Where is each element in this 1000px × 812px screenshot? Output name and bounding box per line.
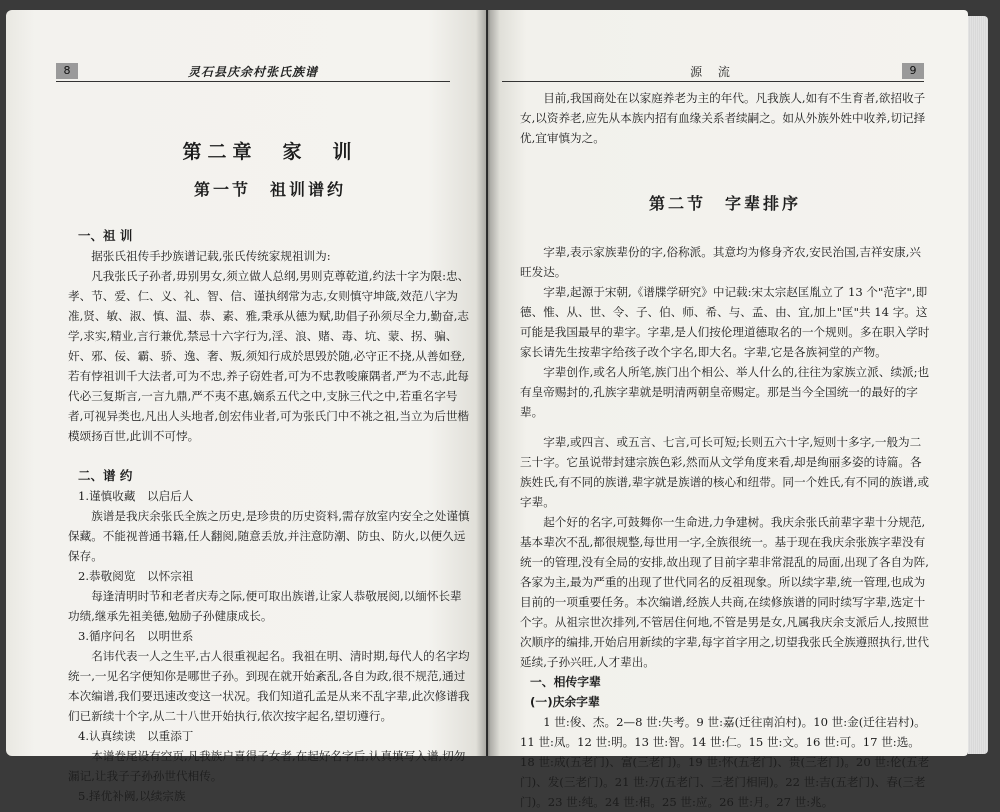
heading-ancestral-precepts: 一、祖 训 xyxy=(78,228,133,243)
section-title: 第二节 字辈排序 xyxy=(648,194,801,213)
page-edges xyxy=(968,16,988,754)
rule-item: 4.认真续读 以重添丁 xyxy=(78,729,194,743)
left-running-head: 灵石县庆余村张氏族谱 xyxy=(187,65,318,79)
right-running-head: 源 流 xyxy=(690,65,736,79)
paragraph: 据张氏祖传手抄族谱记载,张氏传统家规祖训为: xyxy=(91,249,331,263)
paragraph: 本谱卷尾设有空页,凡我族户喜得子女者,在起好名字后,认真填写入谱,切勿漏记,让我子子孙孙世代相传。 xyxy=(68,749,466,783)
left-page-body xyxy=(68,90,472,806)
left-page xyxy=(6,10,486,803)
chapter-title: 第二章 家 训 xyxy=(182,141,358,163)
section-title: 第一节 祖训谱约 xyxy=(193,180,346,199)
rule-item: 3.循序问名 以明世系 xyxy=(78,629,194,643)
open-book xyxy=(6,10,994,809)
paragraph: 族谱是我庆余张氏全族之历史,是珍贵的历史资料,需存放室内安全之处谨慎保藏。不能视普通书籍,任人翻阅,随意丢放,并注意防潮、防虫、防火,以便久远保存。 xyxy=(68,509,470,563)
paragraph: 1 世:俊、杰。2—8 世:失考。9 世:嘉(迁往南泊村)。10 世:金(迁往岩村)。11 世:凤。12 世:明。13 世:智。14 世:仁。15 世:文。16 世:可。17 世:选。18 世:成(五老门)、富(三老门)。19 世:怀(五老门)、贵(三老门)。20 世:伦(五老门)、发(三老门)。21 世:万(五老门、三老门相同)。22 世:吉(五老门)、春(三老门)。23 世:纯。24 世:相。25 世:应。26 世:月。27 世:兆。 xyxy=(520,715,930,809)
paragraph: 目前,我国商处在以家庭养老为主的年代。凡我族人,如有不生育者,欲招收子女,以资养老,应先从本族内招有血缘关系者续嗣之。如从外族外姓中收养,切记择优,宜审慎为之。 xyxy=(520,91,926,145)
paragraph: 凡我张氏子孙者,毋别男女,须立做人总纲,男则克尊乾道,约法十字为限:忠、孝、节、爱、仁、义、礼、智、信、谨执纲常为志,女则慎守坤箴,效范八字为准,贤、敏、淑、慎、温、恭、素、雅,秉承从德为赋,助倡子孙须尽全力,勤奋,志学,求实,精业,言行兼优,禁忌十六字行为,淫、浪、赌、毒、坑、蒙、拐、骗、奸、邪、佞、霸、骄、逸、奢、叛,须知行成於思毁於随,必守正不挠,从善如登,若有悖祖训千大法者,可为不忠,养子窃姓者,可为不忠教唆廉隅者,严为不志,此每代必三复斯言,一言九鼎,严不夷不惠,嫡系五代之中,支脉三代之中,若重名字号者,可视异类也,凡出人头地者,创宏伟业者,可为张氏门中不祧之祖,当立为后世楷模颂扬百世,此训不可悖。 xyxy=(68,269,470,443)
paragraph: 字辈,起源于宋朝,《谱牒学研究》中记载:宋太宗赵匡胤立了 13 个"范字",即德、惟、从、世、令、子、伯、师、希、与、孟、由、宜,加上"匡"共 14 字。这可能是我国最早的辈字。字辈,是人们按伦理道德取名的一个规则。多在职入学时家长请先生按辈字给孩子改个字名,即大名。字辈,它是各族祠堂的产物。 xyxy=(520,285,930,359)
right-page xyxy=(488,10,968,809)
paragraph: 字辈创作,或名人所笔,族门出个相公、举人什么的,往往为家族立派、续派;也有皇帝赐封的,孔族字辈就是明清两朝皇帝赐定。那是当今全国统一的最好的字辈。 xyxy=(520,365,930,419)
rule-item: 1.谨慎收藏 以启后人 xyxy=(78,489,194,503)
paragraph: 每逢清明时节和老者庆寿之际,便可取出族谱,让家人恭敬展阅,以缅怀长辈功绩,继承先祖美德,勉励子孙健康成长。 xyxy=(68,589,462,623)
paragraph: 起个好的名字,可鼓舞你一生命进,力争建树。我庆余张氏前辈字辈十分规范,基本辈次不乱,都很规整,每世用一字,全族很统一。基于现在我庆余张族字辈没有统一的管理,没有全局的安排,故出现了目前字辈非常混乱的局面,出现了各自为阵,各家为主,最为严重的出现了世代同名的反祖现象。所以续字辈,统一管理,也成为目前的一项重要任务。本次编谱,经族人共商,在续修族谱的同时续写字辈,选定十个字。从祖宗世次排列,不管居住何地,不管是男是女,凡属我庆余支派后人,按照世次顺序的编排,开始启用新续的字辈,每字首字用之,切望我张氏全族遵照执行,世代延续,子孙兴旺,人才辈出。 xyxy=(520,515,929,669)
right-page-body xyxy=(520,88,930,812)
heading-genealogy-rules: 二、谱 约 xyxy=(78,468,133,483)
heading-qingyu-generation-names: (一)庆余字辈 xyxy=(530,695,600,709)
paragraph: 字辈,表示家族辈份的字,俗称派。其意均为修身齐农,安民治国,吉祥安康,兴旺发达。 xyxy=(520,245,922,279)
paragraph: 字辈,或四言、或五言、七言,可长可短;长则五六十字,短则十多字,一般为二三十字。它虽说带封建宗族色彩,然而从文学角度来看,却是绚丽多姿的诗篇。各族姓氏,有不同的族谱,辈字就是族谱的核心和纽带。同一个姓氏,有不同的族谱,或字辈。 xyxy=(520,435,929,509)
heading-inherited-generation-names: 一、相传字辈 xyxy=(530,675,601,689)
rule-item: 5.择优补阙,以续宗族 xyxy=(78,789,186,803)
right-page-header xyxy=(502,62,924,82)
left-page-header xyxy=(56,62,450,82)
paragraph: 名讳代表一人之生平,古人很重视起名。我祖在明、清时期,每代人的名字均统一,一见名字便知你是哪世子孙。到现在就开始紊乱,各自为政,很不规范,通过本次编谱,我们要迅速改变这一状况。我们知道孔孟是从来不乱字辈,此次修谱我们已新续十个字,从二十八世开始执行,依次按字起名,望切遵行。 xyxy=(68,649,470,723)
book-spine-shadow xyxy=(476,10,500,756)
right-page-number: 9 xyxy=(902,63,924,79)
left-page-number: 8 xyxy=(56,63,78,79)
rule-item: 2.恭敬阅览 以怀宗祖 xyxy=(78,569,194,583)
